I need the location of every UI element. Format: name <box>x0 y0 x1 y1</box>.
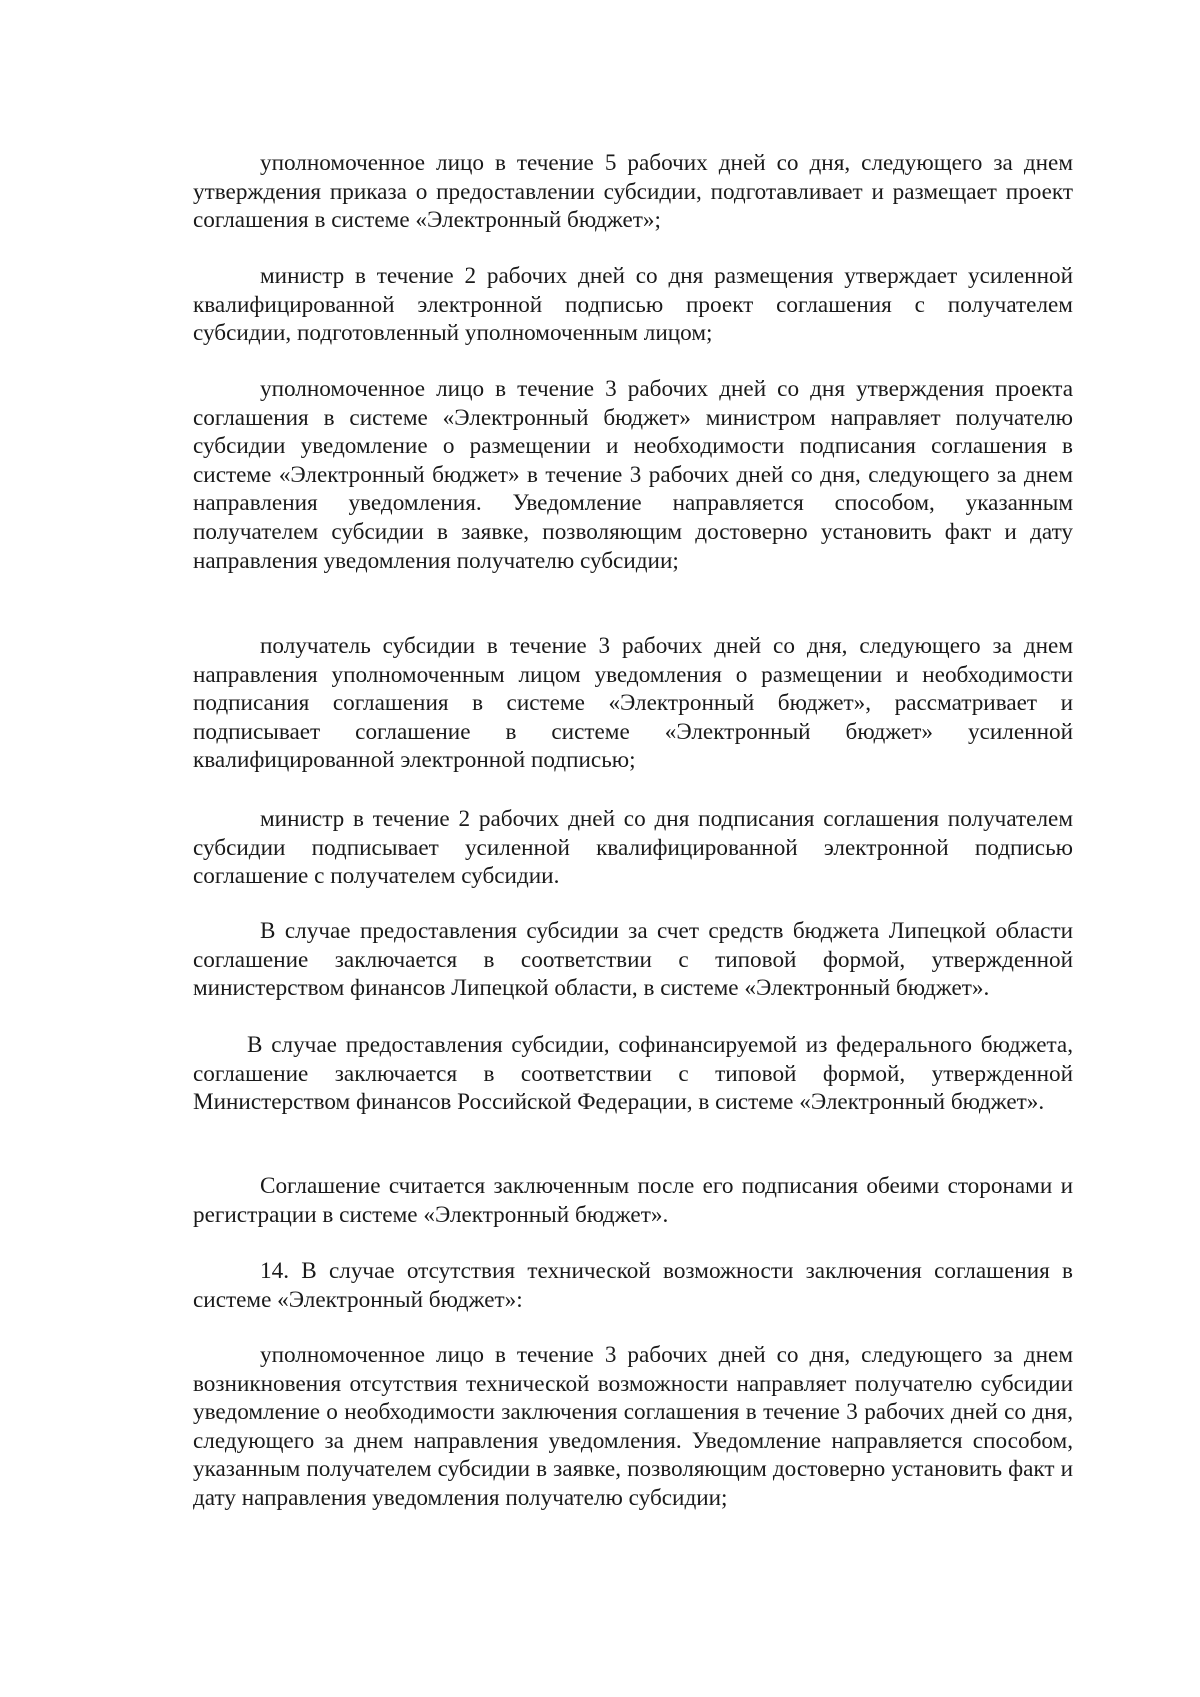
paragraph-3: уполномоченное лицо в течение 3 рабочих дней со дня утверждения проекта соглашения в системе «Электронный бюджет» министром направляет получателю субсидии уведомление о размещении и необходимости подписания соглашения в системе «Электронный бюджет» в течение 3 рабочих дней со дня, следующего за днем направления уведомления. Уведомление направляется способом, указанным получателем субсидии в заявке, позволяющим достоверно установить факт и дату направления уведомления получателю субсидии; <box>193 376 1073 574</box>
paragraph-9: 14. В случае отсутствия технической возможности заключения соглашения в системе «Электронный бюджет»: <box>193 1258 1073 1313</box>
paragraph-6: В случае предоставления субсидии за счет средств бюджета Липецкой области соглашение заключается в соответствии с типовой формой, утвержденной министерством финансов Липецкой области, в системе «Электронный бюджет». <box>193 918 1073 1002</box>
paragraph-2: министр в течение 2 рабочих дней со дня размещения утверждает усиленной квалифицированной электронной подписью проект соглашения с получателем субсидии, подготовленный уполномоченным лицом; <box>193 263 1073 347</box>
paragraph-8: Соглашение считается заключенным после его подписания обеими сторонами и регистрации в системе «Электронный бюджет». <box>193 1173 1073 1228</box>
paragraph-10: уполномоченное лицо в течение 3 рабочих дней со дня, следующего за днем возникновения отсутствия технической возможности направляет получателю субсидии уведомление о необходимости заключения соглашения в течение 3 рабочих дней со дня, следующего за днем направления уведомления. Уведомление направляется способом, указанным получателем субсидии в заявке, позволяющим достоверно установить факт и дату направления уведомления получателю субсидии; <box>193 1342 1073 1511</box>
paragraph-1: уполномоченное лицо в течение 5 рабочих дней со дня, следующего за днем утверждения приказа о предоставлении субсидии, подготавливает и размещает проект соглашения в системе «Электронный бюджет»; <box>193 150 1073 234</box>
paragraph-7: В случае предоставления субсидии, софинансируемой из федерального бюджета, соглашение заключается в соответствии с типовой формой, утвержденной Министерством финансов Российской Федерации, в системе «Электронный бюджет». <box>193 1032 1073 1116</box>
paragraph-4: получатель субсидии в течение 3 рабочих дней со дня, следующего за днем направления уполномоченным лицом уведомления о размещении и необходимости подписания соглашения в системе «Электронный бюджет», рассматривает и подписывает соглашение в системе «Электронный бюджет» усиленной квалифицированной электронной подписью; <box>193 633 1073 774</box>
paragraph-5: министр в течение 2 рабочих дней со дня подписания соглашения получателем субсидии подписывает усиленной квалифицированной электронной подписью соглашение с получателем субсидии. <box>193 806 1073 890</box>
